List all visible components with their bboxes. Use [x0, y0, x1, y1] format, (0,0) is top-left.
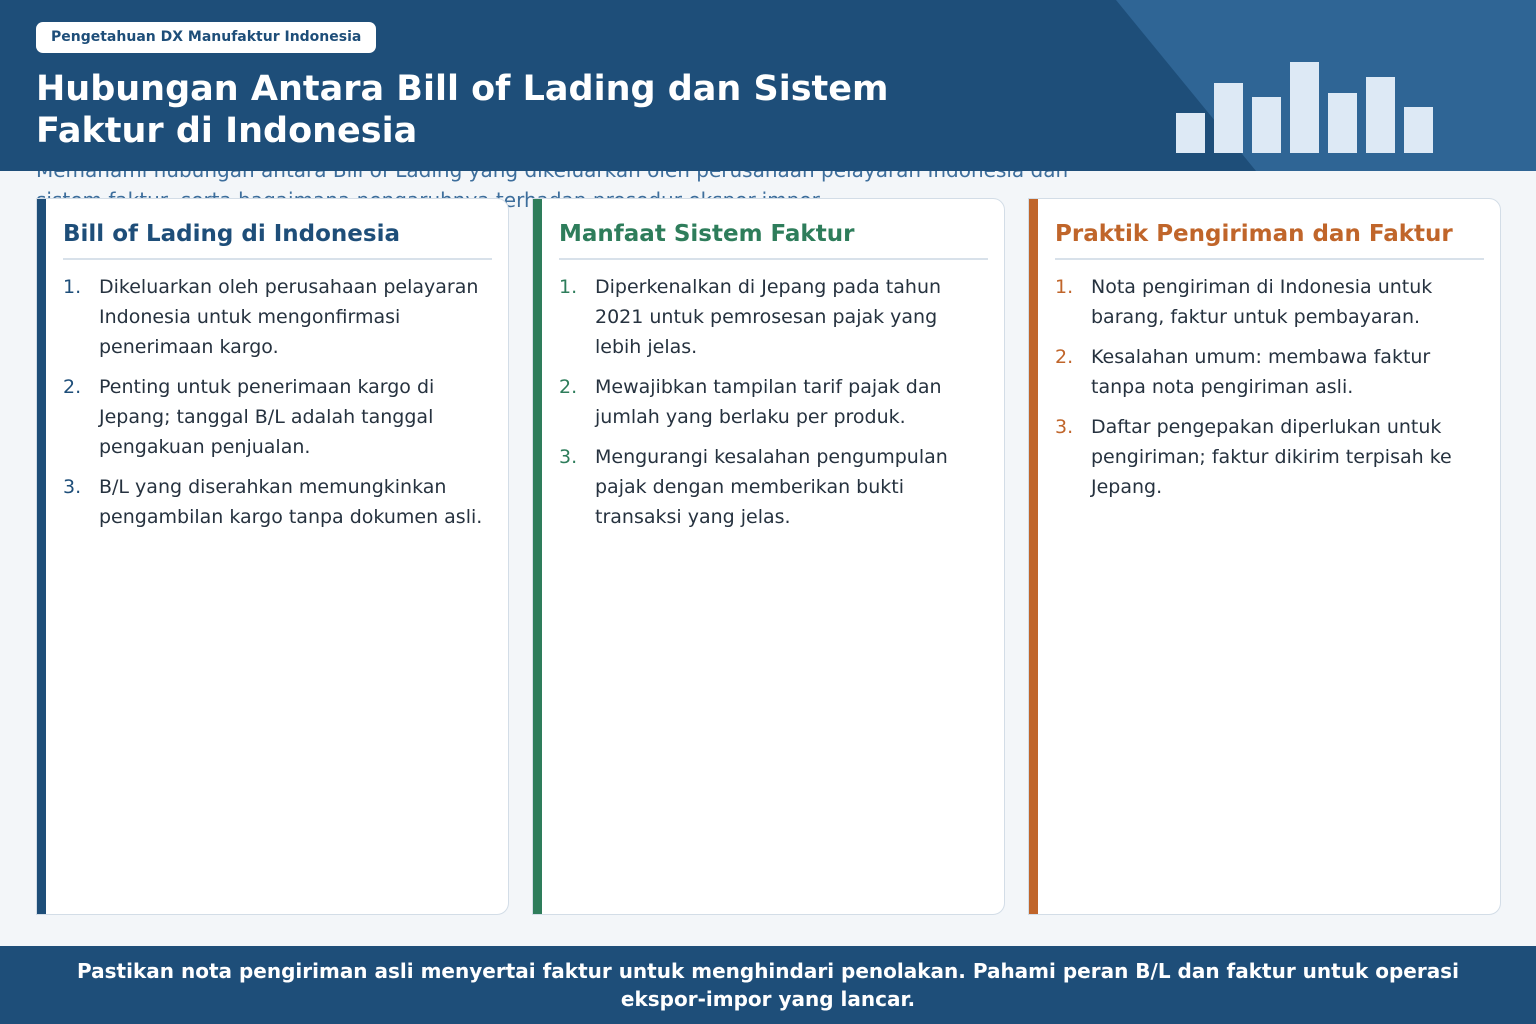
list-item: [559, 372, 989, 432]
bar-chart-icon-bar: [1290, 62, 1319, 153]
page-header: [0, 0, 1536, 171]
card-accent-bar: [37, 199, 46, 914]
list-item: [63, 372, 493, 462]
card-accent-bar: [533, 199, 542, 914]
bar-chart-icon-bar: [1328, 93, 1357, 153]
list-item-text: Penting untuk penerimaan kargo di Jepang; tanggal B/L adalah tanggal pengakuan penjualan.: [99, 376, 435, 458]
bar-chart-icon-bar: [1176, 113, 1205, 153]
bar-chart-icon-bar: [1404, 107, 1433, 153]
card-list: [1055, 272, 1485, 512]
list-item: [1055, 272, 1485, 332]
card-list: [559, 272, 989, 542]
list-item-number: 1.: [63, 276, 82, 298]
card-accent-bar: [1029, 199, 1038, 914]
list-item-number: 2.: [1055, 346, 1074, 368]
list-item: [559, 442, 989, 532]
card-invoice-system: [532, 198, 1005, 915]
list-item-number: 1.: [559, 276, 578, 298]
bar-chart-icon-bar: [1214, 83, 1243, 153]
page-title: Hubungan Antara Bill of Lading dan Sistem Faktur di Indonesia: [36, 69, 889, 151]
list-item-text: Kesalahan umum: membawa faktur tanpa nota pengiriman asli.: [1091, 346, 1431, 398]
list-item-number: 2.: [63, 376, 82, 398]
card-title: Bill of Lading di Indonesia: [63, 219, 492, 260]
bar-chart-icon-bar: [1252, 97, 1281, 153]
list-item-number: 3.: [63, 476, 82, 498]
list-item-text: Diperkenalkan di Jepang pada tahun 2021 untuk pemrosesan pajak yang lebih jelas.: [595, 276, 942, 358]
bar-chart-icon: [1176, 60, 1436, 153]
card-title: Manfaat Sistem Faktur: [559, 219, 988, 260]
list-item-number: 2.: [559, 376, 578, 398]
list-item-text: Mengurangi kesalahan pengumpulan pajak dengan memberikan bukti transaksi yang jelas.: [595, 446, 948, 528]
list-item-number: 1.: [1055, 276, 1074, 298]
list-item: [63, 272, 493, 362]
footer-text: Pastikan nota pengiriman asli menyertai faktur untuk menghindari penolakan. Pahami peran B/L dan faktur untuk operasi ekspor-impor yang lancar.: [77, 959, 1459, 1011]
list-item-text: Nota pengiriman di Indonesia untuk barang, faktur untuk pembayaran.: [1091, 276, 1433, 328]
card-title: Praktik Pengiriman dan Faktur: [1055, 219, 1484, 260]
card-bill-of-lading: [36, 198, 509, 915]
card-shipping-practice: [1028, 198, 1501, 915]
category-tag: Pengetahuan DX Manufaktur Indonesia: [36, 22, 376, 53]
footer-banner: [0, 946, 1536, 1024]
list-item-text: B/L yang diserahkan memungkinkan pengambilan kargo tanpa dokumen asli.: [99, 476, 483, 528]
list-item-text: Mewajibkan tampilan tarif pajak dan jumlah yang berlaku per produk.: [595, 376, 942, 428]
list-item-text: Daftar pengepakan diperlukan untuk pengiriman; faktur dikirim terpisah ke Jepang.: [1091, 416, 1452, 498]
list-item-text: Dikeluarkan oleh perusahaan pelayaran Indonesia untuk mengonfirmasi penerimaan kargo.: [99, 276, 479, 358]
list-item-number: 3.: [1055, 416, 1074, 438]
list-item: [63, 472, 493, 532]
list-item: [559, 272, 989, 362]
bar-chart-icon-bar: [1366, 77, 1395, 153]
card-list: [63, 272, 493, 542]
list-item-number: 3.: [559, 446, 578, 468]
list-item: [1055, 342, 1485, 402]
list-item: [1055, 412, 1485, 502]
